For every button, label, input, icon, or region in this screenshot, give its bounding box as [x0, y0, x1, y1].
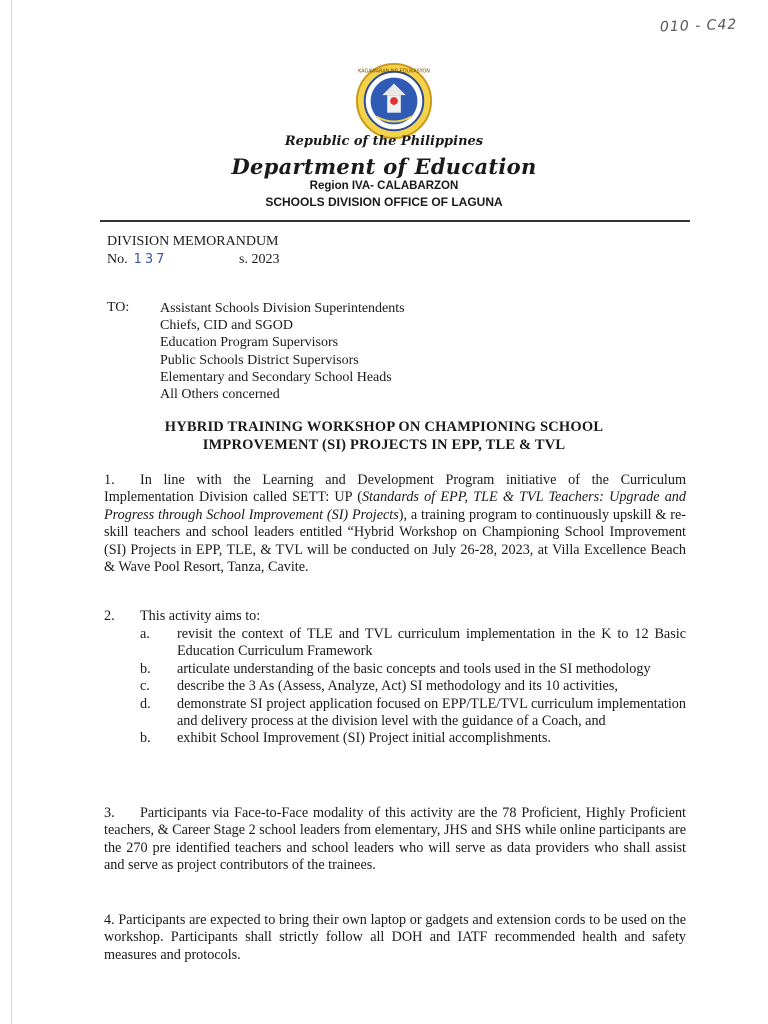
objectives-list [140, 626, 686, 748]
seal-lettering: KAGAWARAN NG EDUKASYON [358, 68, 430, 75]
objective-letter: b. [140, 730, 151, 747]
handwritten-reference-note: 010 - C42 [659, 16, 738, 36]
objective-text: describe the 3 As (Assess, Analyze, Act) SI methodology and its 10 activities, [177, 678, 618, 695]
paragraph-4 [104, 912, 686, 964]
republic-heading: Republic of the Philippines [284, 134, 484, 149]
paragraph-number: 1. [104, 472, 115, 488]
header-divider [100, 220, 690, 222]
recipient-list [160, 300, 405, 403]
department-heading: Department of Education [231, 154, 537, 179]
deped-seal-icon [355, 62, 433, 140]
memo-number: 137 [133, 252, 168, 267]
recipient-item: Public Schools District Supervisors [160, 352, 359, 368]
memo-title-line: HYBRID TRAINING WORKSHOP ON CHAMPIONING SCHOOL [164, 419, 604, 435]
memo-title [0, 418, 768, 454]
paragraph-number: 2. [104, 608, 115, 624]
paragraph-text: In line with the Learning and Development Program initiative of the Curriculum Implementation Division called SETT: UP ( [104, 472, 686, 506]
recipient-item: All Others concerned [160, 387, 280, 403]
office-heading: SCHOOLS DIVISION OFFICE OF LAGUNA [265, 195, 503, 209]
objective-letter: a. [140, 626, 150, 642]
to-label: TO: [107, 300, 130, 315]
objective-letter: c. [140, 678, 150, 695]
paragraph-text: ), a training program to continuously upskill & re-skill teachers and school leaders entitled “Hybrid Workshop on Championing School Improvement (SI) Projects in EPP, TLE, & TVL will be conducted on July 26-28, 2023, at Villa Excellence Beach & Wave Pool Resort, Tanza, Cavite. [104, 506, 687, 576]
objective-item [140, 696, 686, 731]
paragraph-2 [104, 608, 686, 625]
recipient-item: Education Program Supervisors [160, 335, 339, 351]
objective-item [140, 678, 686, 695]
memo-number-line [107, 251, 279, 269]
objective-item [140, 661, 686, 678]
paragraph-text: Participants via Face-to-Face modality of this activity are the 78 Proficient, Highly Proficient teachers, & Career Stage 2 school leaders from elementary, JHS and SHS while online participants are the 270 pre identified teachers and school leaders who will serve as data providers who shall assist and serve as project contributors of the trainees. [104, 805, 686, 874]
paragraph-number: 4. [104, 912, 115, 928]
objective-letter: b. [140, 660, 151, 677]
memo-series: s. 2023 [239, 252, 280, 267]
paragraph-text: Participants are expected to bring their own laptop or gadgets and extension cords to be used on the workshop. Participants shall strictly follow all DOH and IATF recommended health and safety measures and protocols. [104, 912, 686, 963]
paragraph-3 [104, 805, 686, 875]
recipient-item: Chiefs, CID and SGOD [160, 318, 293, 334]
paragraph-text: This activity aims to: [140, 608, 261, 624]
objective-item [140, 730, 686, 747]
paragraph-1 [104, 472, 686, 576]
memo-no-label: No. [107, 252, 128, 267]
recipient-item: Elementary and Secondary School Heads [160, 369, 392, 385]
objective-text: revisit the context of TLE and TVL curriculum implementation in the K to 12 Basic Education Curriculum Framework [177, 626, 686, 660]
objective-text: articulate understanding of the basic concepts and tools used in the SI methodology [177, 660, 651, 677]
objective-letter: d. [140, 695, 151, 712]
objective-text: exhibit School Improvement (SI) Project initial accomplishments. [177, 730, 551, 747]
memo-reference [107, 233, 279, 269]
recipient-item: Assistant Schools Division Superintendents [160, 301, 405, 316]
memo-title-line: IMPROVEMENT (SI) PROJECTS IN EPP, TLE & TVL [202, 437, 566, 453]
program-name-italic: Standards of EPP, TLE & TVL Teachers: Upgrade and Progress through School Improvement (SI) Projects [104, 489, 686, 523]
region-heading: Region IVA- CALABARZON [309, 180, 459, 192]
objective-item [140, 626, 686, 661]
paragraph-number: 3. [104, 805, 115, 821]
memo-type: DIVISION MEMORANDUM [107, 234, 279, 249]
objective-text: demonstrate SI project application focused on EPP/TLE/TVL curriculum implementation and delivery process at the division level with the guidance of a Coach, and [177, 695, 686, 730]
